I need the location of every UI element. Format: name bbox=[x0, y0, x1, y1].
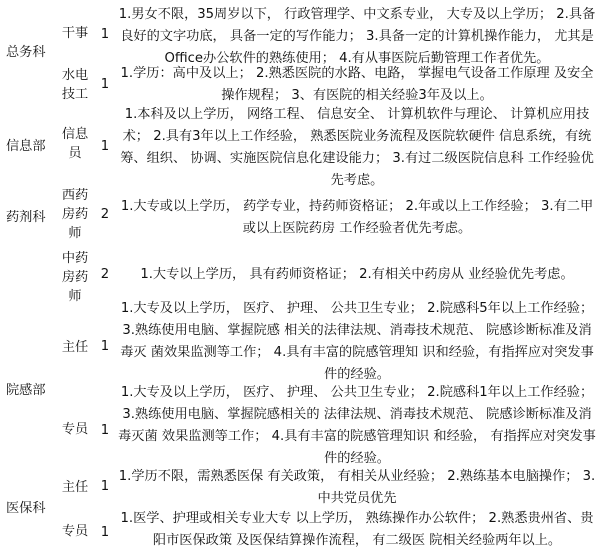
position-name: 信息员 bbox=[61, 127, 89, 161]
position-name: 专员 bbox=[61, 422, 89, 437]
headcount: 2 bbox=[100, 267, 110, 282]
headcount: 1 bbox=[100, 339, 110, 354]
dept-name: 院感部 bbox=[6, 383, 46, 398]
dept-name: 医保科 bbox=[6, 501, 46, 516]
position-name: 专员 bbox=[61, 524, 89, 539]
headcount: 2 bbox=[100, 207, 110, 222]
requirements-text: 1.学历：高中及以上； 2.熟悉医院的水路、电路， 掌握电气设备工作原理 及安全操作规程； 3、有医院的相关经验3年及以上。 bbox=[120, 66, 594, 103]
headcount: 1 bbox=[100, 423, 110, 438]
requirements-text: 1.大专或以上学历， 药学专业，持药师资格证； 2.年或以上工作经验； 3.有二甲或以上医院药房 工作经验者优先考虑。 bbox=[120, 199, 594, 236]
requirements-text: 1.大专及以上学历， 医疗、 护理、 公共卫生专业； 2.院感科5年以上工作经验； 3.熟练使用电脑、掌握院感 相关的法律法规、消毒技术规范、 院感诊断标准及消毒灭 菌效果监测等工作； 4.具有丰富的院感管理知 识和经验，有指挥应对突发事件的经验。 bbox=[120, 301, 594, 382]
position-name: 主任 bbox=[61, 480, 89, 495]
requirements-text: 1.学历不限，需熟悉医保 有关政策， 有相关从业经验； 2.熟练基本电脑操作； 3.中共党员优先 bbox=[118, 469, 596, 506]
position-name: 中药房药师 bbox=[61, 251, 89, 304]
headcount: 1 bbox=[100, 139, 110, 154]
headcount: 1 bbox=[100, 479, 110, 494]
dept-name: 总务科 bbox=[6, 45, 46, 60]
position-name: 水电技工 bbox=[61, 68, 89, 102]
requirements-text: 1.医学、护理或相关专业大专 以上学历， 熟练操作办公软件； 2.熟悉贵州省、贵阳市医保政策 及医保结算操作流程， 有二级医 院相关经验两年以上。 bbox=[120, 511, 594, 548]
position-name: 西药房药师 bbox=[61, 188, 89, 241]
requirements-text: 1.大专及以上学历， 医疗、 护理、 公共卫生专业； 2.院感科1年以上工作经验； 3.熟练使用电脑、掌握院感相关的 法律法规、消毒技术规范、 院感诊断标准及消毒灭菌 效果监测等工作； 4.具有丰富的院感管理知识 和经验， 有指挥应对突发事件的经验。 bbox=[118, 385, 596, 466]
requirements-text: 1.大专以上学历， 具有药师资格证； 2.有相关中药房从 业经验优先考虑。 bbox=[140, 267, 574, 282]
headcount: 1 bbox=[100, 525, 110, 540]
dept-name: 药剂科 bbox=[6, 210, 46, 225]
requirements-text: 1.本科及以上学历， 网络工程、 信息安全、 计算机软件与理论、 计算机应用技术； 2.具有3年以上工作经验， 熟悉医院业务流程及医院软硬件 信息系统，有统筹、组织、 协调、实施医院信息化建设能力； 3.有过二级医院信息科 工作经验优先考虑。 bbox=[120, 107, 594, 188]
headcount: 1 bbox=[100, 27, 110, 42]
requirements-text: 1.男女不限，35周岁以下， 行政管理学、中文系专业， 大专及以上学历； 2.具备良好的文字功底， 具备一定的写作能力； 3.具备一定的计算机操作能力， 尤其是Office办公软件的熟练使用； 4.有从事医院后勤管理工作者优先。 bbox=[118, 7, 596, 66]
position-name: 主任 bbox=[61, 340, 89, 355]
position-name: 干事 bbox=[61, 26, 89, 41]
dept-name: 信息部 bbox=[6, 139, 46, 154]
headcount: 1 bbox=[100, 77, 110, 92]
